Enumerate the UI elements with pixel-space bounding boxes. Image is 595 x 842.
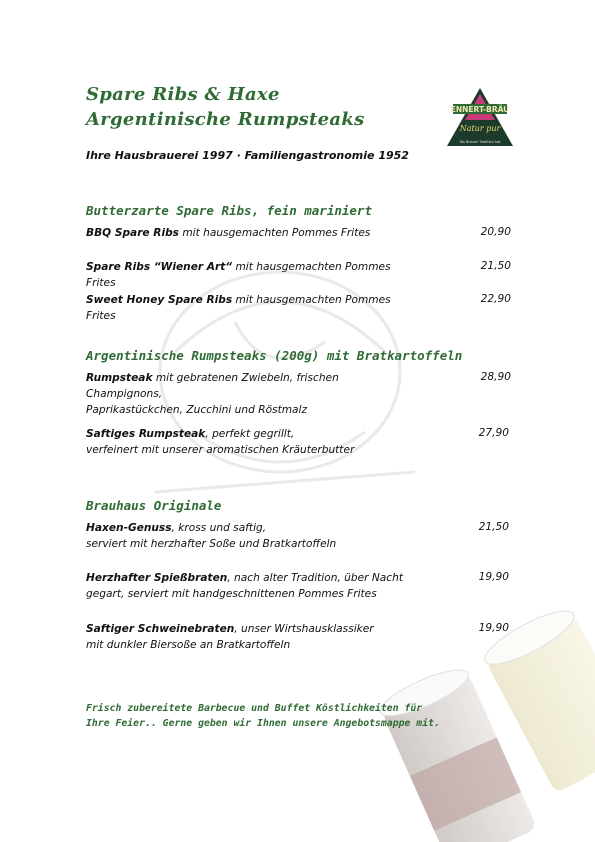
- price-saftiges-rumpsteak: 27,90: [478, 427, 509, 439]
- section-title-brauhaus-originale: Brauhaus Originale: [86, 498, 222, 513]
- section-title-rumpsteaks: Argentinische Rumpsteaks (200g) mit Bratkartoffeln: [86, 348, 463, 363]
- menu-item-sweet-honey-spare-ribs: Sweet Honey Spare Ribs mit hausgemachten Pommes Frites: [86, 294, 391, 322]
- svg-text:Wo Brauen Tradition hat: Wo Brauen Tradition hat: [459, 140, 501, 144]
- price-herzhafter-spiessbraten: 19,90: [478, 571, 509, 583]
- menu-item-saftiger-schweinebraten: Saftiger Schweinebraten, unser Wirtshausklassiker mit dunkler Biersoße an Bratkartoffeln: [86, 623, 374, 651]
- menu-item-bbq-spare-ribs: BBQ Spare Ribs mit hausgemachten Pommes Frites: [86, 227, 371, 239]
- menu-item-spare-ribs-wiener-art: Spare Ribs “Wiener Art“ mit hausgemachten Pommes Frites: [86, 261, 391, 289]
- menu-title-line1: Spare Ribs & Haxe: [86, 84, 280, 105]
- footer-note: Frisch zubereitete Barbecue und Buffet Köstlichkeiten für Ihre Feier.. Gerne geben wir Ihnen unsere Angebotsmappe mit.: [86, 703, 440, 729]
- svg-text:ENNERT-BRÄU: ENNERT-BRÄU: [450, 105, 510, 114]
- menu-item-saftiges-rumpsteak: Saftiges Rumpsteak, perfekt gegrillt, verfeinert mit unserer aromatischen Kräuterbutter: [86, 428, 355, 456]
- price-rumpsteak: 28,90: [480, 371, 511, 383]
- price-haxen-genuss: 21,50: [478, 521, 509, 533]
- price-bbq-spare-ribs: 20,90: [480, 226, 511, 238]
- menu-subtitle: Ihre Hausbrauerei 1997 · Familiengastronomie 1952: [86, 149, 409, 162]
- ennert-brau-logo: [445, 86, 515, 148]
- svg-text:Natur pur: Natur pur: [459, 124, 501, 133]
- price-sweet-honey-spare-ribs: 22,90: [480, 293, 511, 305]
- menu-item-haxen-genuss: Haxen-Genuss, kross und saftig, serviert mit herzhafter Soße und Bratkartoffeln: [86, 522, 337, 550]
- menu-item-rumpsteak: Rumpsteak mit gebratenen Zwiebeln, frischen Champignons, Paprikastückchen, Zucchini und Röstmalz: [86, 372, 339, 416]
- price-saftiger-schweinebraten: 19,90: [478, 622, 509, 634]
- menu-title-line2: Argentinische Rumpsteaks: [86, 109, 365, 130]
- menu-item-herzhafter-spiessbraten: Herzhafter Spießbraten, nach alter Tradition, über Nacht gegart, serviert mit handgeschnittenen Pommes Frites: [86, 572, 403, 600]
- section-title-spare-ribs: Butterzarte Spare Ribs, fein mariniert: [86, 203, 372, 218]
- price-spare-ribs-wiener-art: 21,50: [480, 260, 511, 272]
